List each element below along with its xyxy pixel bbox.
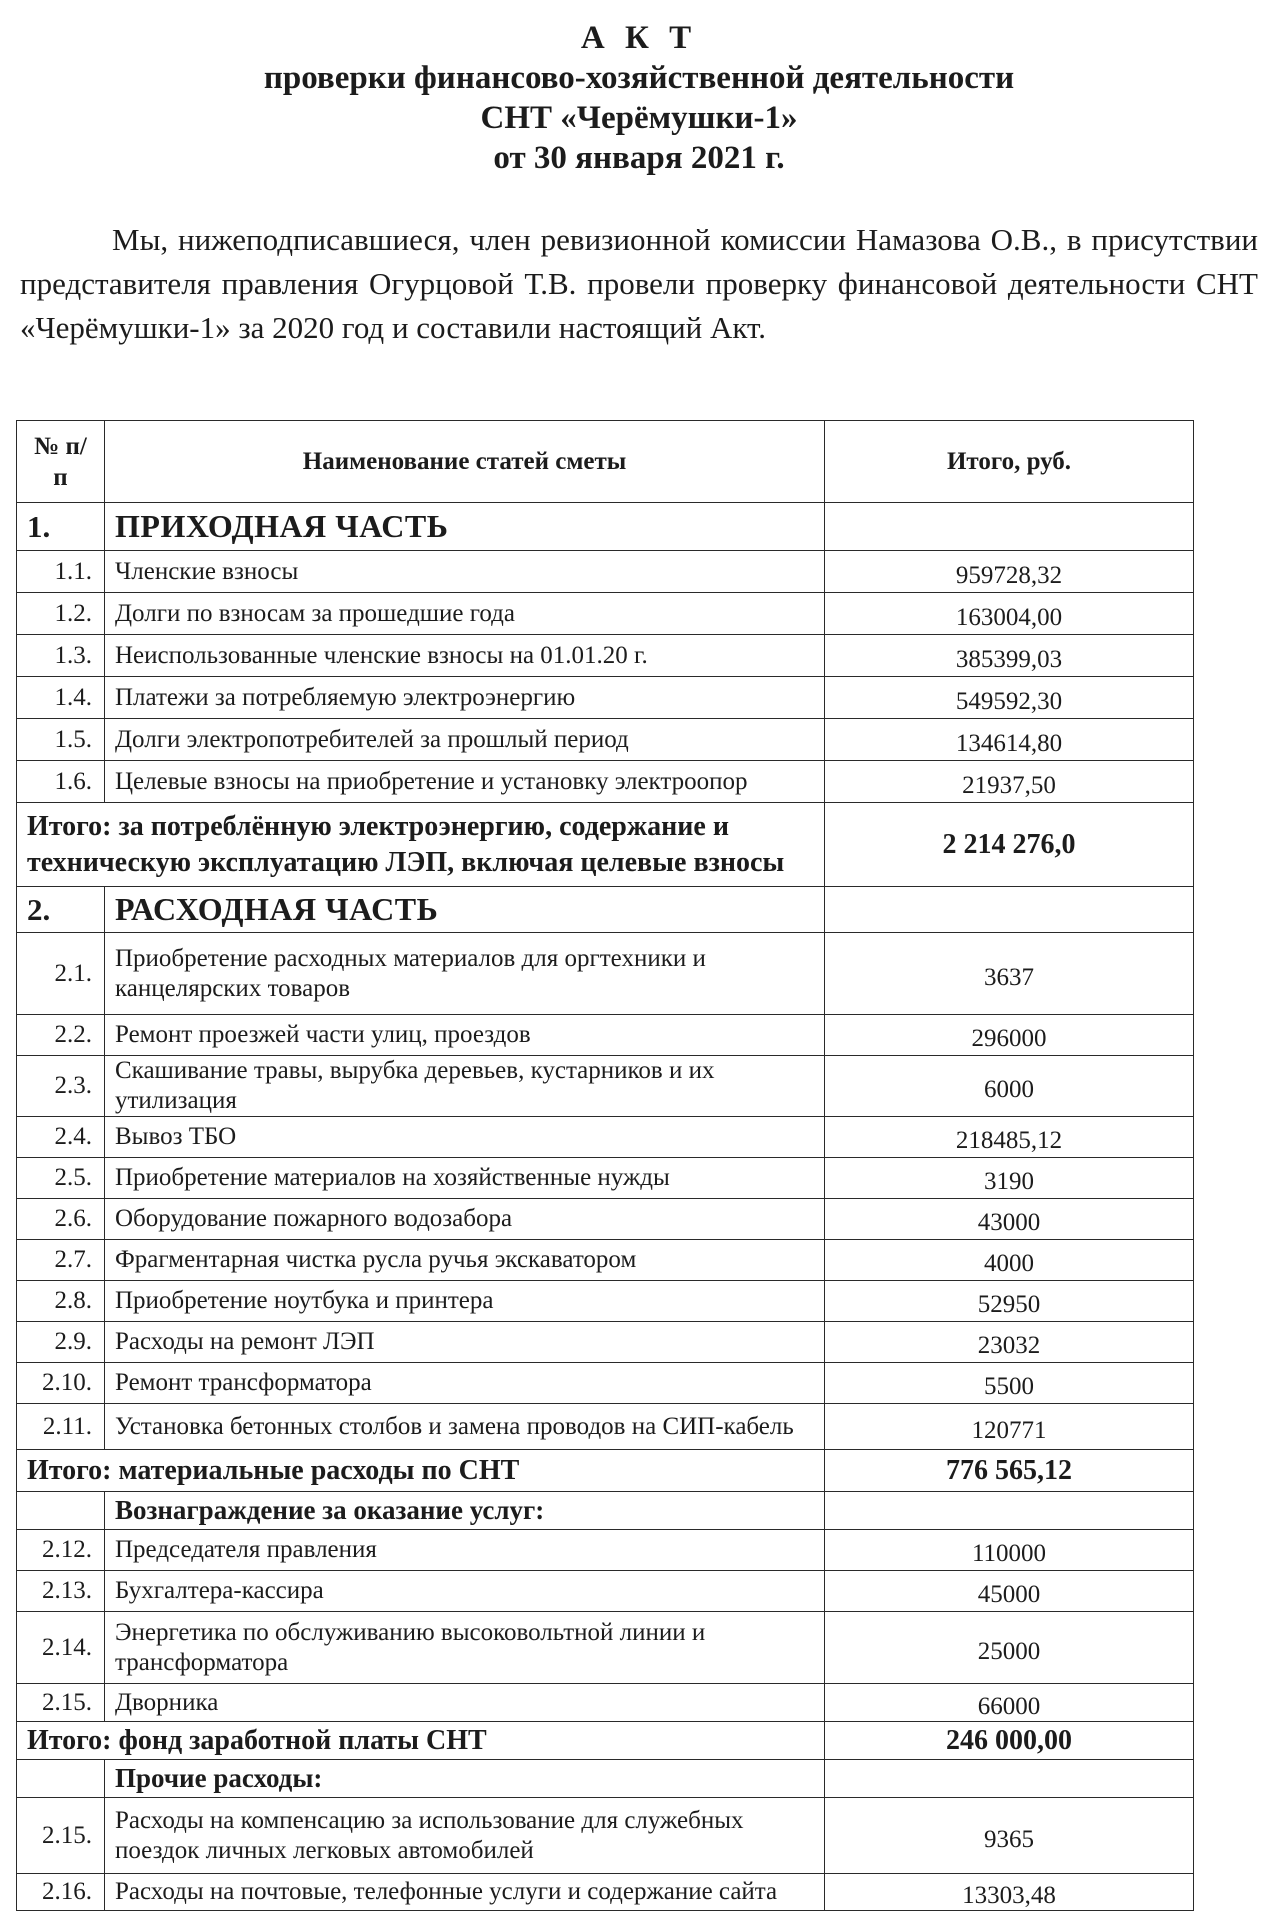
row-value: 52950 bbox=[825, 1281, 1194, 1322]
total-value: 2 214 276,0 bbox=[825, 803, 1194, 887]
row-num: 2.12. bbox=[17, 1530, 105, 1571]
row-num: 2.13. bbox=[17, 1571, 105, 1612]
row-num: 1.3. bbox=[17, 635, 105, 677]
row-name: Энергетика по обслуживанию высоковольтной линии и трансформатора bbox=[105, 1612, 825, 1684]
subsection-row-salary bbox=[17, 1492, 1194, 1530]
row-name: Ремонт трансформатора bbox=[105, 1363, 825, 1404]
intro-paragraph: Мы, нижеподписавшиеся, член ревизионной комиссии Намазова О.В., в присутствии представителя правления Огурцовой Т.В. провели проверку финансовой деятельности СНТ «Черёмушки-1» за 2020 год и составили настоящий Акт. bbox=[20, 222, 1258, 345]
row-num: 1.5. bbox=[17, 719, 105, 761]
row-value: 134614,80 bbox=[825, 719, 1194, 761]
table-row bbox=[17, 1056, 1194, 1117]
row-name: Долги электропотребителей за прошлый период bbox=[105, 719, 825, 761]
document-title bbox=[0, 18, 1278, 178]
table-row bbox=[17, 1612, 1194, 1684]
table-row bbox=[17, 719, 1194, 761]
row-value: 9365 bbox=[825, 1798, 1194, 1874]
total-row-expense bbox=[17, 1450, 1194, 1492]
row-num: 2.2. bbox=[17, 1015, 105, 1056]
total-label: Итого: фонд заработной платы СНТ bbox=[17, 1722, 825, 1760]
row-name: Бухгалтера-кассира bbox=[105, 1571, 825, 1612]
row-name: Приобретение расходных материалов для оргтехники и канцелярских товаров bbox=[105, 933, 825, 1015]
row-value: 23032 bbox=[825, 1322, 1194, 1363]
total-row-income bbox=[17, 803, 1194, 887]
empty-cell bbox=[17, 1492, 105, 1530]
table-row bbox=[17, 933, 1194, 1015]
total-row-salary bbox=[17, 1722, 1194, 1760]
total-value: 246 000,00 bbox=[825, 1722, 1194, 1760]
title-line-3: СНТ «Черёмушки-1» bbox=[480, 100, 798, 136]
row-value: 110000 bbox=[825, 1530, 1194, 1571]
total-label: Итого: за потреблённую электроэнергию, содержание и техническую эксплуатацию ЛЭП, включая целевые взносы bbox=[17, 803, 825, 887]
row-num: 2.9. bbox=[17, 1322, 105, 1363]
empty-cell bbox=[825, 503, 1194, 551]
table-row bbox=[17, 1322, 1194, 1363]
row-name: Платежи за потребляемую электроэнергию bbox=[105, 677, 825, 719]
row-num: 1.6. bbox=[17, 761, 105, 803]
row-num: 2.15. bbox=[17, 1798, 105, 1874]
row-value: 45000 bbox=[825, 1571, 1194, 1612]
table-row bbox=[17, 1281, 1194, 1322]
row-num: 2.14. bbox=[17, 1612, 105, 1684]
table-row bbox=[17, 1240, 1194, 1281]
row-name: Членские взносы bbox=[105, 551, 825, 593]
row-name: Дворника bbox=[105, 1684, 825, 1722]
row-name: Расходы на почтовые, телефонные услуги и содержание сайта bbox=[105, 1874, 825, 1911]
row-value: 385399,03 bbox=[825, 635, 1194, 677]
row-num: 2.10. bbox=[17, 1363, 105, 1404]
row-name: Расходы на ремонт ЛЭП bbox=[105, 1322, 825, 1363]
table-row bbox=[17, 1404, 1194, 1450]
row-value: 218485,12 bbox=[825, 1117, 1194, 1158]
row-name: Установка бетонных столбов и замена проводов на СИП-кабель bbox=[105, 1404, 825, 1450]
estimate-table bbox=[16, 420, 1194, 1911]
table-row bbox=[17, 1158, 1194, 1199]
title-line-2: проверки финансово-хозяйственной деятельности bbox=[263, 60, 1015, 96]
row-num: 2.3. bbox=[17, 1056, 105, 1117]
row-num: 2.5. bbox=[17, 1158, 105, 1199]
section-num: 2. bbox=[17, 887, 105, 933]
row-num: 2.6. bbox=[17, 1199, 105, 1240]
row-num: 2.11. bbox=[17, 1404, 105, 1450]
empty-cell bbox=[825, 1492, 1194, 1530]
col-header-num: № п/п bbox=[17, 421, 105, 503]
table-row bbox=[17, 1363, 1194, 1404]
col-header-total: Итого, руб. bbox=[825, 421, 1194, 503]
table-row bbox=[17, 1571, 1194, 1612]
table-row bbox=[17, 635, 1194, 677]
row-num: 2.1. bbox=[17, 933, 105, 1015]
section-row-income bbox=[17, 503, 1194, 551]
title-line-4: от 30 января 2021 г. bbox=[493, 140, 785, 176]
empty-cell bbox=[825, 1760, 1194, 1798]
row-value: 43000 bbox=[825, 1199, 1194, 1240]
table-row bbox=[17, 593, 1194, 635]
row-num: 2.8. bbox=[17, 1281, 105, 1322]
table-row bbox=[17, 1199, 1194, 1240]
empty-cell bbox=[825, 887, 1194, 933]
row-value: 21937,50 bbox=[825, 761, 1194, 803]
row-value: 3637 bbox=[825, 933, 1194, 1015]
row-num: 1.1. bbox=[17, 551, 105, 593]
row-name: Оборудование пожарного водозабора bbox=[105, 1199, 825, 1240]
subsection-title: Вознаграждение за оказание услуг: bbox=[105, 1492, 825, 1530]
row-name: Расходы на компенсацию за использование для служебных поездок личных легковых автомобилей bbox=[105, 1798, 825, 1874]
table-row bbox=[17, 677, 1194, 719]
row-name: Приобретение материалов на хозяйственные нужды bbox=[105, 1158, 825, 1199]
empty-cell bbox=[17, 1760, 105, 1798]
row-value: 163004,00 bbox=[825, 593, 1194, 635]
subsection-title: Прочие расходы: bbox=[105, 1760, 825, 1798]
table-header-row bbox=[17, 421, 1194, 503]
section-title: ПРИХОДНАЯ ЧАСТЬ bbox=[105, 503, 825, 551]
col-header-name: Наименование статей сметы bbox=[105, 421, 825, 503]
row-num: 1.2. bbox=[17, 593, 105, 635]
row-name: Приобретение ноутбука и принтера bbox=[105, 1281, 825, 1322]
row-num: 2.16. bbox=[17, 1874, 105, 1911]
table-row bbox=[17, 1798, 1194, 1874]
row-value: 25000 bbox=[825, 1612, 1194, 1684]
row-value: 5500 bbox=[825, 1363, 1194, 1404]
table-row bbox=[17, 1015, 1194, 1056]
row-value: 120771 bbox=[825, 1404, 1194, 1450]
row-value: 6000 bbox=[825, 1056, 1194, 1117]
row-value: 296000 bbox=[825, 1015, 1194, 1056]
table-row bbox=[17, 761, 1194, 803]
section-title: РАСХОДНАЯ ЧАСТЬ bbox=[105, 887, 825, 933]
table-row bbox=[17, 1684, 1194, 1722]
row-value: 3190 bbox=[825, 1158, 1194, 1199]
row-name: Фрагментарная чистка русла ручья экскаватором bbox=[105, 1240, 825, 1281]
row-value: 4000 bbox=[825, 1240, 1194, 1281]
subsection-row-other bbox=[17, 1760, 1194, 1798]
row-value: 66000 bbox=[825, 1684, 1194, 1722]
row-name: Вывоз ТБО bbox=[105, 1117, 825, 1158]
row-name: Скашивание травы, вырубка деревьев, кустарников и их утилизация bbox=[105, 1056, 825, 1117]
row-name: Председателя правления bbox=[105, 1530, 825, 1571]
table-row bbox=[17, 1874, 1194, 1911]
row-num: 2.4. bbox=[17, 1117, 105, 1158]
row-name: Целевые взносы на приобретение и установку электроопор bbox=[105, 761, 825, 803]
table-row bbox=[17, 551, 1194, 593]
row-value: 959728,32 bbox=[825, 551, 1194, 593]
total-label: Итого: материальные расходы по СНТ bbox=[17, 1450, 825, 1492]
row-num: 2.7. bbox=[17, 1240, 105, 1281]
section-num: 1. bbox=[17, 503, 105, 551]
row-value: 13303,48 bbox=[825, 1874, 1194, 1911]
row-value: 549592,30 bbox=[825, 677, 1194, 719]
title-line-1: А К Т bbox=[580, 20, 698, 56]
table-row bbox=[17, 1117, 1194, 1158]
row-name: Ремонт проезжей части улиц, проездов bbox=[105, 1015, 825, 1056]
row-name: Долги по взносам за прошедшие года bbox=[105, 593, 825, 635]
row-num: 2.15. bbox=[17, 1684, 105, 1722]
row-num: 1.4. bbox=[17, 677, 105, 719]
section-row-expense bbox=[17, 887, 1194, 933]
row-name: Неиспользованные членские взносы на 01.01.20 г. bbox=[105, 635, 825, 677]
table-row bbox=[17, 1530, 1194, 1571]
total-value: 776 565,12 bbox=[825, 1450, 1194, 1492]
